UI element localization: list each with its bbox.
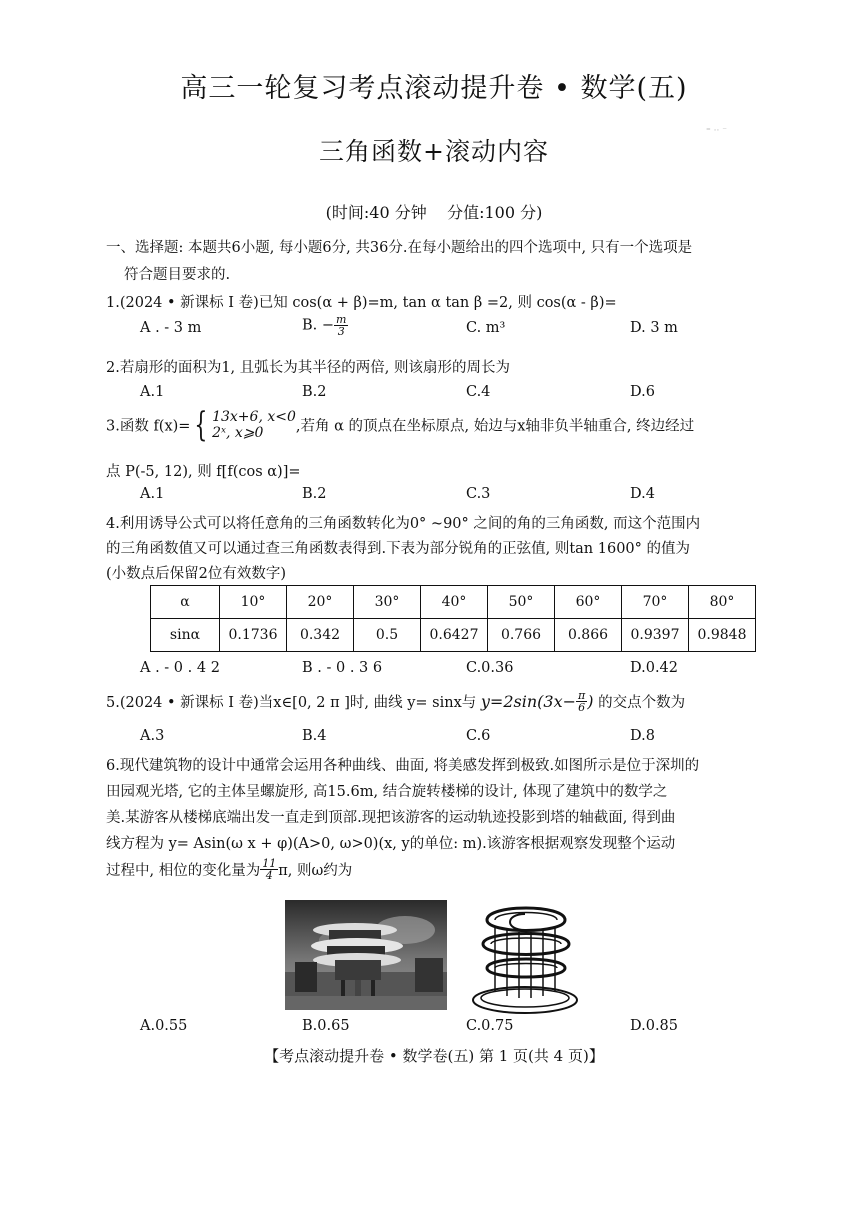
q1-option-a: A . - 3 m bbox=[140, 320, 202, 336]
q2-option-d: D.6 bbox=[630, 384, 655, 400]
q1-option-b-prefix: B. − bbox=[302, 317, 335, 334]
q1-b-numerator: m bbox=[336, 313, 347, 326]
q5-option-b: B.4 bbox=[302, 728, 327, 744]
q3-piece2: 2ˣ, x⩾0 bbox=[212, 425, 264, 441]
q5-formula-end: ) bbox=[587, 692, 594, 711]
table-cell: 0.9848 bbox=[689, 619, 756, 652]
table-cell: 80° bbox=[689, 586, 756, 619]
page-subtitle: 三角函数+滚动内容 bbox=[319, 137, 549, 166]
q6-line2: 田园观光塔, 它的主体呈螺旋形, 高15.6m, 结合旋转楼梯的设计, 体现了建筑中的数学之 bbox=[106, 784, 668, 800]
q4-option-b: B . - 0 . 3 6 bbox=[302, 660, 383, 676]
q2-stem: 2.若扇形的面积为1, 且弧长为其半径的两倍, 则该扇形的周长为 bbox=[106, 360, 510, 376]
table-cell: 20° bbox=[287, 586, 354, 619]
q4-option-c: C.0.36 bbox=[466, 660, 514, 676]
table-cell: 10° bbox=[220, 586, 287, 619]
q5-formula-fraction bbox=[576, 690, 587, 713]
table-cell: 0.9397 bbox=[622, 619, 689, 652]
q5-prefix: 5.(2024 • 新课标 Ⅰ 卷)当x∈[0, 2 π ]时, 曲线 y= sinx与 bbox=[106, 695, 477, 711]
q6-line1: 6.现代建筑物的设计中通常会运用各种曲线、曲面, 将美感发挥到极致.如图所示是位于深圳的 bbox=[106, 758, 700, 774]
table-cell: 50° bbox=[488, 586, 555, 619]
q3-prefix: 3.函数 f(x)= bbox=[106, 418, 191, 435]
table-cell: 40° bbox=[421, 586, 488, 619]
q1-option-b-fraction bbox=[334, 314, 348, 337]
q6-option-b: B.0.65 bbox=[302, 1018, 350, 1034]
q6-line3: 美.某游客从楼梯底端出发一直走到顶部.现把该游客的运动轨迹投影到塔的轴截面, 得到曲 bbox=[106, 810, 676, 826]
table-cell: 0.1736 bbox=[220, 619, 287, 652]
table-cell: 0.342 bbox=[287, 619, 354, 652]
q2-option-c: C.4 bbox=[466, 384, 491, 400]
q5-denominator: 6 bbox=[578, 701, 586, 714]
q6-line5-suffix: π, 则ω约为 bbox=[278, 863, 353, 879]
scan-speck: ⁼ ·· ⁻ bbox=[706, 126, 727, 136]
q6-line5-prefix: 过程中, 相位的变化量为 bbox=[106, 863, 261, 879]
q1-option-c: C. m³ bbox=[466, 320, 506, 336]
q6-line5 bbox=[106, 858, 352, 881]
page-footer: 【考点滚动提升卷 • 数学卷(五) 第 1 页(共 4 页)】 bbox=[264, 1047, 604, 1065]
q3-option-d: D.4 bbox=[630, 486, 655, 502]
q1-stem: 1.(2024 • 新课标 Ⅰ 卷)已知 cos(α + β)=m, tan α tan β =2, 则 cos(α - β)= bbox=[106, 295, 617, 311]
q4-options bbox=[140, 660, 760, 682]
q1-option-d: D. 3 m bbox=[630, 320, 678, 336]
table-cell: 0.766 bbox=[488, 619, 555, 652]
q2-option-a: A.1 bbox=[140, 384, 165, 400]
q6-line4: 线方程为 y= Asin(ω x + φ)(A>0, ω>0)(x, y的单位: m).该游客根据观察发现整个运动 bbox=[106, 836, 676, 852]
q4-line2: 的三角函数值又可以通过查三角函数表得到.下表为部分锐角的正弦值, 则tan 1600° 的值为 bbox=[106, 541, 691, 557]
spiral-tower-drawing bbox=[465, 900, 583, 1018]
section-heading-line1: 一、选择题: 本题共6小题, 每小题6分, 共36分.在每小题给出的四个选项中, 只有一个选项是 bbox=[106, 240, 693, 256]
q5-options bbox=[140, 728, 760, 750]
q4-line3: (小数点后保留2位有效数字) bbox=[106, 566, 287, 582]
q3-stem bbox=[106, 405, 695, 445]
q6-denominator: 4 bbox=[265, 869, 273, 882]
q5-option-d: D.8 bbox=[630, 728, 655, 744]
q5-formula-start: y=2sin(3x− bbox=[480, 692, 576, 711]
q5-option-c: C.6 bbox=[466, 728, 491, 744]
q6-option-a: A.0.55 bbox=[140, 1018, 188, 1034]
q2-option-b: B.2 bbox=[302, 384, 327, 400]
table-row bbox=[151, 619, 756, 652]
q6-options bbox=[140, 1018, 760, 1040]
table-cell: 0.5 bbox=[354, 619, 421, 652]
q3-piecewise bbox=[212, 409, 296, 441]
q3-options bbox=[140, 486, 760, 508]
q3-line2: 点 P(-5, 12), 则 f[f(cos α)]= bbox=[106, 464, 301, 480]
table-cell: 0.6427 bbox=[421, 619, 488, 652]
q5-numerator: π bbox=[578, 689, 586, 702]
q5-stem bbox=[106, 690, 685, 713]
exam-meta: (时间:40 分钟 分值:100 分) bbox=[325, 203, 543, 222]
table-cell: 0.866 bbox=[555, 619, 622, 652]
table-cell: sinα bbox=[151, 619, 220, 652]
tower-photo bbox=[285, 900, 447, 1010]
q5-suffix: 的交点个数为 bbox=[598, 695, 686, 711]
table-cell: 70° bbox=[622, 586, 689, 619]
q4-line1: 4.利用诱导公式可以将任意角的三角函数转化为0° ~90° 之间的角的三角函数, 而这个范围内 bbox=[106, 516, 701, 532]
q4-option-a: A . - 0 . 4 2 bbox=[140, 660, 220, 676]
q1-option-b bbox=[302, 314, 348, 337]
table-cell: 30° bbox=[354, 586, 421, 619]
q6-option-c: C.0.75 bbox=[466, 1018, 514, 1034]
q4-option-d: D.0.42 bbox=[630, 660, 679, 676]
q6-phase-fraction bbox=[260, 858, 278, 881]
q6-option-d: D.0.85 bbox=[630, 1018, 679, 1034]
table-row bbox=[151, 586, 756, 619]
page-title: 高三一轮复习考点滚动提升卷 • 数学(五) bbox=[180, 73, 688, 104]
q3-brace: { bbox=[194, 405, 208, 445]
q1-options bbox=[140, 313, 760, 342]
q6-numerator: 11 bbox=[262, 857, 277, 870]
q5-option-a: A.3 bbox=[140, 728, 165, 744]
table-cell: α bbox=[151, 586, 220, 619]
q3-suffix: ,若角 α 的顶点在坐标原点, 始边与x轴非负半轴重合, 终边经过 bbox=[295, 418, 695, 435]
section-heading-line2: 符合题目要求的. bbox=[124, 267, 231, 283]
q3-option-a: A.1 bbox=[140, 486, 165, 502]
q3-option-b: B.2 bbox=[302, 486, 327, 502]
table-cell: 60° bbox=[555, 586, 622, 619]
sine-table bbox=[150, 585, 756, 652]
q1-b-denominator: 3 bbox=[337, 325, 345, 338]
q3-option-c: C.3 bbox=[466, 486, 491, 502]
q2-options bbox=[140, 384, 760, 406]
q3-piece1: 13x+6, x<0 bbox=[212, 408, 296, 425]
